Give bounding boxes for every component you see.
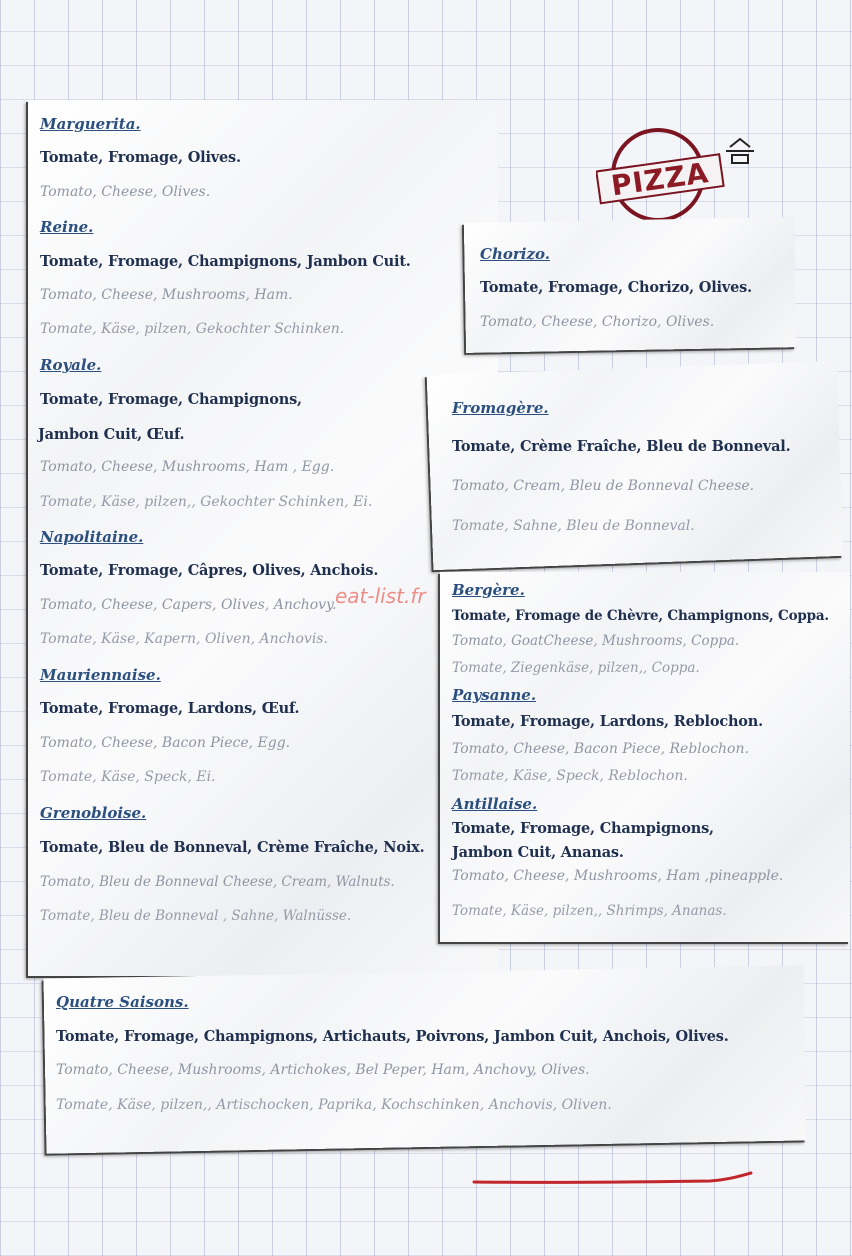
pizza-ingredients-fr: Tomate, Fromage, Champignons, Artichauts, Poivrons, Jambon Cuit, Anchois, Olives. <box>56 1028 729 1045</box>
pizza-ingredients-de: Tomate, Käse, pilzen,, Gekochter Schinken, Ei. <box>40 494 373 510</box>
pizza-name-chorizo: Chorizo. <box>480 245 550 263</box>
menu-sheet-fromagere <box>427 361 844 570</box>
pizza-ingredients-de: Tomate, Bleu de Bonneval , Sahne, Walnüsse. <box>40 908 352 924</box>
watermark: eat-list.fr <box>335 584 426 608</box>
pizza-ingredients-en: Tomato, Cheese, Bacon Piece, Reblochon. <box>452 741 749 757</box>
pizza-ingredients-en: Tomato, Cheese, Capers, Olives, Anchovy. <box>40 597 337 613</box>
pizza-ingredients-en: Tomato, Cheese, Mushrooms, Ham ,pineapple. <box>452 868 784 884</box>
pizza-name-grenobloise: Grenobloise. <box>40 804 147 822</box>
pizza-ingredients-en: Tomato, Cheese, Mushrooms, Artichokes, Bel Peper, Ham, Anchovy, Olives. <box>56 1062 590 1078</box>
pizza-ingredients-en: Tomato, Cheese, Mushrooms, Ham. <box>40 287 293 303</box>
pizza-ingredients-de: Tomate, Käse, Kapern, Oliven, Anchovis. <box>40 631 328 647</box>
pizza-ingredients-fr: Tomate, Fromage de Chèvre, Champignons, Coppa. <box>452 608 829 624</box>
pizza-name-mauriennaise: Mauriennaise. <box>40 666 161 684</box>
pizza-name-marguerita: Marguerita. <box>40 115 141 133</box>
pizza-name-fromagere: Fromagère. <box>452 399 549 417</box>
pizza-ingredients-fr: Jambon Cuit, Ananas. <box>452 844 624 861</box>
pizza-ingredients-de: Tomate, Sahne, Bleu de Bonneval. <box>452 518 695 534</box>
pizza-ingredients-de: Tomate, Käse, pilzen,, Artischocken, Paprika, Kochschinken, Anchovis, Oliven. <box>56 1097 612 1113</box>
pizza-ingredients-fr: Tomate, Bleu de Bonneval, Crème Fraîche, Noix. <box>40 839 425 856</box>
pizza-ingredients-en: Tomato, Cheese, Mushrooms, Ham , Egg. <box>40 459 335 475</box>
pizza-ingredients-en: Tomato, Cheese, Olives. <box>40 184 211 200</box>
menu-sheet-right <box>440 572 850 942</box>
pizza-ingredients-de: Tomate, Käse, Speck, Reblochon. <box>452 768 688 784</box>
pizza-name-antillaise: Antillaise. <box>452 795 538 813</box>
house-icon <box>726 139 754 163</box>
pizza-ingredients-fr: Tomate, Fromage, Chorizo, Olives. <box>480 279 752 296</box>
pizza-ingredients-de: Tomate, Käse, pilzen,, Shrimps, Ananas. <box>452 903 727 919</box>
pizza-name-bergere: Bergère. <box>452 581 525 599</box>
pizza-ingredients-de: Tomate, Käse, pilzen, Gekochter Schinken. <box>40 321 345 337</box>
pizza-ingredients-de: Tomate, Käse, Speck, Ei. <box>40 769 216 785</box>
pizza-ingredients-de: Tomate, Ziegenkäse, pilzen,, Coppa. <box>452 660 700 676</box>
pizza-ingredients-fr: Tomate, Fromage, Lardons, Reblochon. <box>452 713 763 730</box>
pizza-ingredients-en: Tomato, Cheese, Bacon Piece, Egg. <box>40 735 291 751</box>
pizza-ingredients-fr: Jambon Cuit, Œuf. <box>38 426 185 443</box>
pizza-ingredients-fr: Tomate, Fromage, Lardons, Œuf. <box>40 700 300 717</box>
pizza-ingredients-fr: Tomate, Crème Fraîche, Bleu de Bonneval. <box>452 438 791 455</box>
pizza-ingredients-fr: Tomate, Fromage, Champignons, <box>40 391 302 408</box>
pizza-name-quatre-saisons: Quatre Saisons. <box>56 993 189 1011</box>
pizza-logo-text: PIZZA <box>609 156 711 203</box>
pizza-name-reine: Reine. <box>40 218 94 236</box>
pizza-name-royale: Royale. <box>40 356 102 374</box>
pizza-name-paysanne: Paysanne. <box>452 686 537 704</box>
pizza-ingredients-en: Tomato, Cream, Bleu de Bonneval Cheese. <box>452 478 755 494</box>
pizza-ingredients-en: Tomato, Bleu de Bonneval Cheese, Cream, Walnuts. <box>40 874 395 890</box>
pizza-name-napolitaine: Napolitaine. <box>40 528 144 546</box>
pizza-ingredients-fr: Tomate, Fromage, Câpres, Olives, Anchois. <box>40 562 379 579</box>
red-underline-stroke <box>472 1168 754 1192</box>
pizza-ingredients-fr: Tomate, Fromage, Champignons, Jambon Cuit. <box>40 253 411 270</box>
pizza-ingredients-fr: Tomate, Fromage, Olives. <box>40 149 241 166</box>
pizza-ingredients-en: Tomato, GoatCheese, Mushrooms, Coppa. <box>452 633 740 649</box>
pizza-ingredients-fr: Tomate, Fromage, Champignons, <box>452 820 714 837</box>
pizza-logo <box>596 127 756 227</box>
pizza-ingredients-en: Tomato, Cheese, Chorizo, Olives. <box>480 314 715 330</box>
